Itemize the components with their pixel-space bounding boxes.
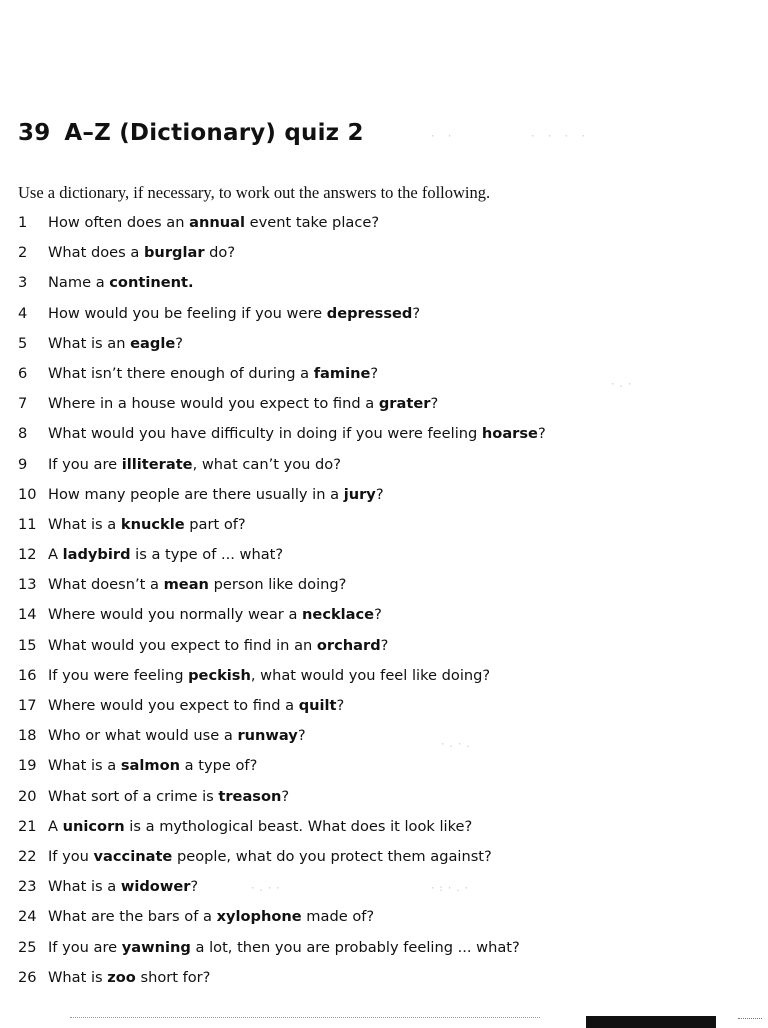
question-text: [48, 572, 346, 602]
question-number: 5: [18, 334, 28, 352]
question-number: 25: [18, 938, 37, 956]
question-text: [48, 542, 283, 572]
question-item: [18, 361, 546, 391]
question-number: 9: [18, 455, 28, 473]
keyword: continent.: [109, 274, 194, 292]
question-item: [18, 210, 546, 240]
question-number: 18: [18, 727, 37, 745]
question-text-after: person like doing?: [208, 576, 347, 594]
question-number: 16: [18, 666, 37, 684]
keyword: salmon: [120, 757, 181, 775]
question-item: [18, 572, 546, 602]
keyword: widower: [120, 878, 191, 896]
keyword: quilt: [298, 697, 337, 714]
question-text: [48, 602, 382, 632]
question-number: 4: [18, 304, 28, 322]
question-text-before: Who or what would use a: [48, 727, 238, 745]
question-text: [48, 240, 235, 270]
question-text-before: What doesn’t a: [48, 576, 164, 594]
question-text-before: What is: [48, 968, 108, 986]
keyword: depressed: [326, 304, 413, 322]
question-text-after: short for?: [135, 968, 211, 986]
question-text: [48, 210, 379, 240]
question-text-before: If you: [48, 847, 94, 865]
question-text: [48, 874, 198, 904]
question-text-after: a type of?: [180, 757, 258, 775]
question-item: [18, 301, 546, 331]
question-number: 20: [18, 787, 37, 805]
question-text-after: is a type of ... what?: [130, 546, 284, 564]
question-text-before: Where in a house would you expect to find a: [48, 395, 379, 413]
question-text-after: ?: [374, 606, 382, 624]
question-text-before: How would you be feeling if you were: [48, 304, 327, 322]
question-number: 2: [18, 244, 28, 262]
question-text: [48, 452, 341, 482]
question-item: [18, 512, 546, 542]
question-text: [48, 512, 246, 542]
question-text-before: Name a: [48, 274, 110, 292]
keyword: ladybird: [62, 546, 131, 564]
question-text-before: Where would you expect to find a: [48, 697, 299, 714]
question-list: [18, 210, 546, 995]
question-text-after: , what can’t you do?: [192, 455, 341, 473]
question-text: [48, 784, 289, 814]
section-title: A–Z (Dictionary) quiz 2: [64, 120, 364, 146]
keyword: treason: [218, 787, 282, 805]
question-text-before: If you are: [48, 938, 122, 956]
page-number-mark: [738, 1018, 762, 1021]
question-text-before: How many people are there usually in a: [48, 485, 344, 503]
question-text-after: ?: [380, 636, 389, 654]
scan-speck: ·:·.·: [430, 884, 473, 894]
keyword: illiterate: [121, 455, 193, 473]
question-item: [18, 693, 546, 723]
question-text-after: ?: [412, 304, 421, 322]
scan-speck: · · · ·: [530, 132, 589, 142]
question-text: [48, 633, 388, 663]
question-text: [48, 331, 183, 361]
question-text-before: What are the bars of a: [48, 908, 217, 926]
question-number: 6: [18, 364, 28, 382]
keyword: knuckle: [120, 515, 185, 533]
question-item: [18, 270, 546, 300]
question-text: [48, 814, 472, 844]
scan-speck: · ·: [430, 132, 456, 142]
keyword: zoo: [107, 968, 136, 986]
keyword: peckish: [188, 666, 251, 684]
question-text: [48, 935, 520, 965]
question-text-after: is a mythological beast. What does it look like?: [124, 817, 473, 835]
question-text-after: ?: [370, 364, 379, 382]
footer-credit-line: [70, 1017, 540, 1020]
question-item: [18, 753, 546, 783]
question-item: [18, 935, 546, 965]
question-item: [18, 965, 546, 995]
keyword: annual: [189, 214, 245, 231]
question-number: 13: [18, 576, 37, 594]
question-text-before: What does a: [48, 244, 144, 262]
question-text-before: What is a: [48, 757, 121, 775]
question-text-after: ?: [175, 334, 183, 352]
question-item: [18, 663, 546, 693]
question-number: 1: [18, 214, 28, 231]
question-text-before: A: [48, 817, 63, 835]
question-text-before: What would you have difficulty in doing if you were feeling: [48, 425, 482, 443]
question-number: 26: [18, 968, 37, 986]
keyword: jury: [343, 485, 376, 503]
question-item: [18, 421, 546, 451]
question-text: [48, 482, 384, 512]
question-item: [18, 542, 546, 572]
question-item: [18, 452, 546, 482]
question-item: [18, 844, 546, 874]
question-item: [18, 331, 546, 361]
scan-speck: ·.··: [250, 884, 284, 894]
question-text-before: What is an: [48, 334, 131, 352]
instructions: Use a dictionary, if necessary, to work out the answers to the following.: [18, 183, 491, 202]
question-text: [48, 301, 420, 331]
keyword: xylophone: [216, 908, 302, 926]
question-text: [48, 753, 257, 783]
question-text-after: do?: [204, 244, 236, 262]
question-number: 12: [18, 546, 37, 564]
question-text-after: event take place?: [245, 214, 380, 231]
question-number: 8: [18, 425, 28, 443]
question-text-before: Where would you normally wear a: [48, 606, 303, 624]
question-text-before: If you are: [48, 455, 122, 473]
keyword: hoarse: [481, 425, 538, 443]
question-number: 11: [18, 515, 37, 533]
section-number: 39: [18, 120, 51, 146]
question-text: [48, 421, 546, 451]
question-text-after: part of?: [184, 515, 246, 533]
question-item: [18, 240, 546, 270]
question-text: [48, 965, 210, 995]
question-text: [48, 844, 492, 874]
question-text: [48, 270, 194, 300]
question-text-before: What isn’t there enough of during a: [48, 364, 314, 382]
keyword: yawning: [121, 938, 191, 956]
question-number: 24: [18, 908, 37, 926]
keyword: necklace: [302, 606, 375, 624]
question-item: [18, 633, 546, 663]
question-number: 15: [18, 636, 37, 654]
question-text-after: made of?: [301, 908, 375, 926]
question-text-before: What would you expect to find in an: [48, 636, 317, 654]
question-text-after: a lot, then you are probably feeling ... what?: [190, 938, 520, 956]
question-item: [18, 482, 546, 512]
keyword: eagle: [130, 334, 176, 352]
question-text-before: What is a: [48, 878, 121, 896]
question-text-after: ?: [281, 787, 290, 805]
page-title: [18, 120, 364, 146]
question-item: [18, 904, 546, 934]
question-number: 17: [18, 697, 37, 714]
question-text-after: people, what do you protect them against?: [172, 847, 492, 865]
question-text-after: ?: [375, 485, 384, 503]
scan-speck: ·.·.: [440, 740, 474, 750]
question-text-after: ?: [190, 878, 199, 896]
question-text: [48, 904, 374, 934]
question-text: [48, 391, 438, 421]
question-item: [18, 602, 546, 632]
question-text: [48, 361, 378, 391]
keyword: vaccinate: [93, 847, 173, 865]
question-number: 14: [18, 606, 37, 624]
footer-tab: [586, 1016, 716, 1028]
question-item: [18, 814, 546, 844]
question-text-before: A: [48, 546, 63, 564]
question-item: [18, 391, 546, 421]
question-text-after: , what would you feel like doing?: [250, 666, 491, 684]
scan-speck: ·.·: [610, 380, 636, 390]
question-number: 7: [18, 395, 28, 413]
question-text: [48, 693, 344, 723]
question-number: 23: [18, 878, 37, 896]
keyword: orchard: [316, 636, 381, 654]
question-text-before: If you were feeling: [48, 666, 189, 684]
question-text-after: ?: [297, 727, 306, 745]
question-text-before: What is a: [48, 515, 121, 533]
question-number: 22: [18, 847, 37, 865]
keyword: unicorn: [62, 817, 125, 835]
question-number: 21: [18, 817, 37, 835]
keyword: grater: [378, 395, 431, 413]
question-text-after: ?: [336, 697, 345, 714]
question-text-before: How often does an: [48, 214, 190, 231]
question-number: 19: [18, 757, 37, 775]
keyword: mean: [163, 576, 209, 594]
question-text-after: ?: [430, 395, 439, 413]
question-item: [18, 784, 546, 814]
keyword: runway: [237, 727, 298, 745]
question-text: [48, 723, 306, 753]
question-text-after: ?: [537, 425, 546, 443]
question-text: [48, 663, 490, 693]
question-number: 3: [18, 274, 28, 292]
question-text-before: What sort of a crime is: [48, 787, 219, 805]
question-number: 10: [18, 485, 37, 503]
keyword: burglar: [143, 244, 205, 262]
keyword: famine: [313, 364, 371, 382]
